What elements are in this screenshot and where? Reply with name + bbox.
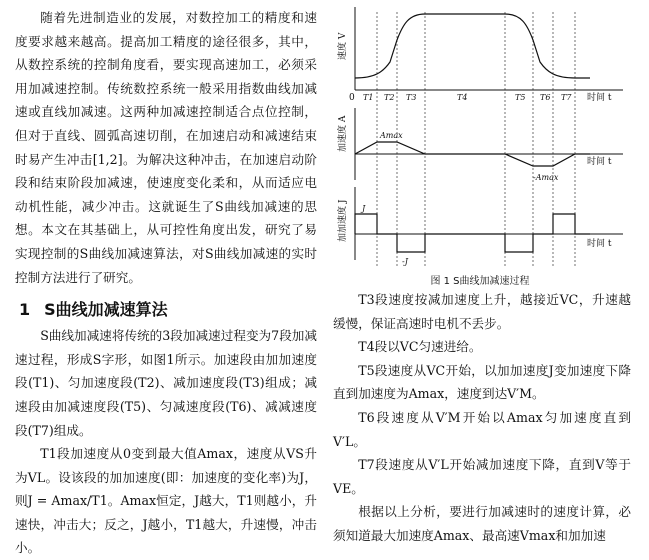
- phase-label-t5: T5: [515, 93, 526, 102]
- jerk-panel: [336, 187, 623, 266]
- velocity-curve: [355, 14, 590, 78]
- section-paragraph-2: T1段加速度从0变到最大值Amax，速度从VS升为VL。设该段的加加速度(即：加速度的变化率)为J，则J = Amax/T1。Amax恒定，J越大，T1则越小，升速快，冲击大；反之，J越小，T1越大，升速慢，冲击小。: [15, 446, 317, 556]
- x-axis-label-1: 时间 t: [587, 93, 612, 103]
- phase-label-t3: T3: [406, 93, 417, 102]
- velocity-axis-label: 速度 V: [338, 32, 348, 60]
- neg-amax-label: -Amax: [533, 173, 559, 182]
- figure-s-curve: [335, 2, 635, 282]
- phase-guides: [377, 12, 575, 267]
- figure-caption: 图 1 S曲线加减速过程: [430, 276, 530, 287]
- section-heading: [19, 299, 317, 321]
- paragraph-t4: T4段以VC匀速进给。: [358, 339, 482, 355]
- neg-j-label: -J: [402, 257, 408, 266]
- jerk-curve: [355, 214, 590, 252]
- acceleration-axis-label: 加速度 A: [338, 115, 348, 152]
- phase-label-t4: T4: [457, 93, 468, 102]
- jerk-axis-label: 加加速度 J: [338, 199, 348, 242]
- section-number: 1: [19, 300, 31, 320]
- origin-label: 0: [349, 93, 355, 103]
- phase-label-t6: T6: [540, 93, 551, 102]
- phase-label-t1: T1: [363, 93, 374, 102]
- paragraph-t5: T5段速度从VC开始，以加加速度J变加速度下降直到加速度为Amax，速度到达V′M。: [333, 362, 631, 402]
- right-column: [333, 288, 631, 548]
- section-title: S曲线加减速算法: [44, 300, 168, 320]
- phase-label-t2: T2: [384, 93, 395, 102]
- x-axis-label-2: 时间 t: [587, 157, 612, 167]
- left-column: [15, 6, 317, 560]
- paragraph-t3: T3段速度按减加速度上升，越接近VC，升速越缓慢，保证高速时电机不丢步。: [333, 292, 631, 331]
- j-label: J: [362, 204, 366, 213]
- acceleration-panel: [336, 108, 623, 182]
- paragraph-t6: T6段速度从V′M开始以Amax匀加速度直到V′L。: [333, 409, 631, 449]
- paragraph-final: 根据以上分析，要进行加减速时的速度计算，必须知道最大加速度Amax、最高速Vmax和加加速: [333, 504, 631, 543]
- amax-label: Amax: [380, 131, 403, 140]
- section-paragraph-1: S曲线加减速将传统的3段加减速过程变为7段加减速过程，形成S字形，如图1所示。加速段由加加速度段(T1)、匀加速度段(T2)、减加速度段(T3)组成；减速段由加减速度段(T5)、匀减速度段(T6)、减减速度段(T7)组成。: [15, 328, 317, 438]
- intro-paragraph: 随着先进制造业的发展，对数控加工的精度和速度要求越来越高。提高加工精度的途径很多，其中，从数控系统的控制角度看，要实现高速加工，必须采用加减速控制。传统数控系统一般采用指数曲线加减速或直线加减速。这两种加减速控制适合点位控制，但对于直线、圆弧高速切削，在加速启动和减速结束时易产生冲击[1,2]。为解决这种冲击，在加速启动阶段和结束阶段加减速，使速度变化柔和，从而适应电动机性能，减少冲击。这就诞生了S曲线加减速的思想。本文在其基础上，从可控性角度出发，研究了易实现控制的S曲线加减速算法，对S曲线加减速的实时控制方法进行了研究。: [15, 10, 317, 285]
- paragraph-t7: T7段速度从V′L开始减加速度下降，直到V等于VE。: [333, 457, 631, 496]
- x-axis-label-3: 时间 t: [587, 239, 612, 249]
- phase-label-t7: T7: [561, 93, 572, 102]
